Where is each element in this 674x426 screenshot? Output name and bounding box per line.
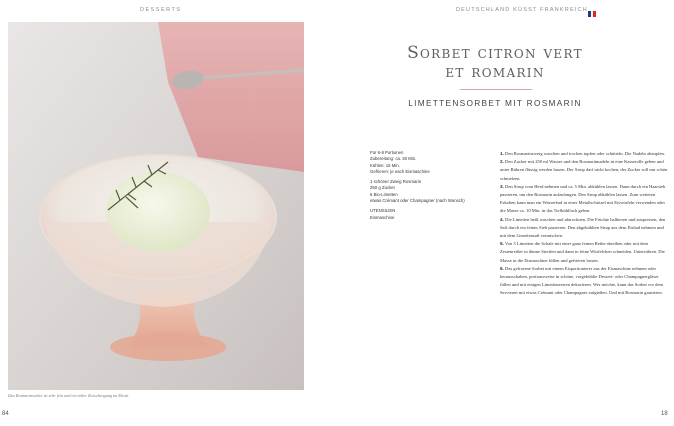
ingredient-line: etwas Crémant oder Champagner (nach Wunsch) — [370, 198, 465, 204]
step-number: 6. — [500, 265, 504, 271]
section-header: DESSERTS — [140, 7, 182, 13]
recipe-title-line1: Sorbet citron vert — [407, 43, 583, 63]
step-item — [500, 183, 668, 216]
ingredient-line: Für 6-8 Portionen — [370, 150, 404, 155]
method-steps — [500, 150, 668, 298]
step-item — [500, 240, 668, 265]
step-text: Von 3 Limetten die Schale mit einer ganz feinen Reibe abreiben oder mit dem Zestenreißer in dünne Streifen und dann in feine Würfelchen schneiden. Unterrühren. Die Masse in die Eismaschine füllen und gefrieren lassen. — [500, 241, 665, 263]
step-text: Den Zucker mit 250 ml Wasser und den Rosmarinnadeln in eine Kasserolle geben und unter Rühren flüssig werden lassen. Der Sirup darf nicht kochen, der Zucker soll nur schön schmelzen. — [500, 159, 668, 181]
step-text: Das gefrorene Sorbet mit einem Eisportionierer aus der Eismaschine nehmen oder herausschaben, portionsweise in schöne, vorgekühlte Dessert- oder Champagnergläser füllen und mit einigen Limettenzesten dekorieren. Wer möchte, kann das Sorbet vor dem Servieren mit etwas Crémant oder Champagner aufgießen. Und mit Rosmarin garnieren. — [500, 265, 664, 296]
step-item — [500, 158, 668, 183]
book-title-header: DEUTSCHLAND KÜSST FRANKREICH — [456, 7, 588, 13]
recipe-title — [380, 44, 610, 82]
photo-caption: Das Rosmarinsorbet ist sehr fein und ein toller Zwischengang im Menü. — [8, 393, 129, 398]
sorbet-photo — [8, 22, 304, 390]
title-divider — [460, 89, 532, 90]
step-item — [500, 265, 668, 298]
step-item — [500, 216, 668, 241]
ingredient-line: 1 schöner Zweig Rosmarin — [370, 179, 422, 185]
ingredient-line: 250 g Zucker — [370, 185, 396, 191]
recipe-title-line2: et romarin — [445, 62, 545, 82]
step-number: 5. — [500, 241, 504, 247]
ingredient-line: 6 Bio-Limetten — [370, 191, 398, 197]
step-item — [500, 150, 668, 158]
page-number-left: 84 — [2, 411, 9, 417]
ingredient-line: Gefrieren: je nach Eismaschine — [370, 168, 430, 174]
ingredient-line: Kühlen: 15 Min. — [370, 162, 400, 168]
step-number: 3. — [500, 183, 504, 189]
step-text: Die Limetten heiß waschen und abtrocknen. Die Früchte halbieren und auspressen, den Saft durch ein feines Sieb passieren. Den abgekühlten Sirup aus dem Eisbad nehmen und mit dem Limettensaft vermischen. — [500, 216, 666, 239]
sorbet-glass-illustration — [8, 22, 304, 390]
recipe-subtitle: LIMETTENSORBET MIT ROSMARIN — [408, 98, 582, 108]
ingredients-list — [370, 150, 490, 221]
ingredient-line: Eismaschine — [370, 214, 395, 220]
step-number: 1. — [500, 151, 504, 156]
page-number-right: 18 — [661, 411, 668, 417]
step-number: 2. — [500, 159, 504, 165]
step-text: Den Rosmarinzweig waschen und trocken tupfen oder schütteln. Die Nadeln abzupfen. — [505, 151, 665, 156]
french-flag-icon — [588, 4, 596, 10]
step-text: Den Sirup vom Herd nehmen und ca. 5 Min. abkühlen lassen. Dann durch ein Haarsieb passieren, um den Rosmarin aufzufangen. Den Sirup abkühlen lassen. Zum weiteren Erkalten kann man ein Wasserbad in einer Metallschüssel mit Eiswürfeln verwenden oder die Masse ca. 10 Min. in das Tiefkühlfach geben. — [500, 183, 666, 214]
ingredient-line: Zubereitung: ca. 30 Min. — [370, 156, 417, 162]
step-number: 4. — [500, 216, 504, 222]
utensils-heading: UTENSILIEN — [370, 208, 396, 214]
